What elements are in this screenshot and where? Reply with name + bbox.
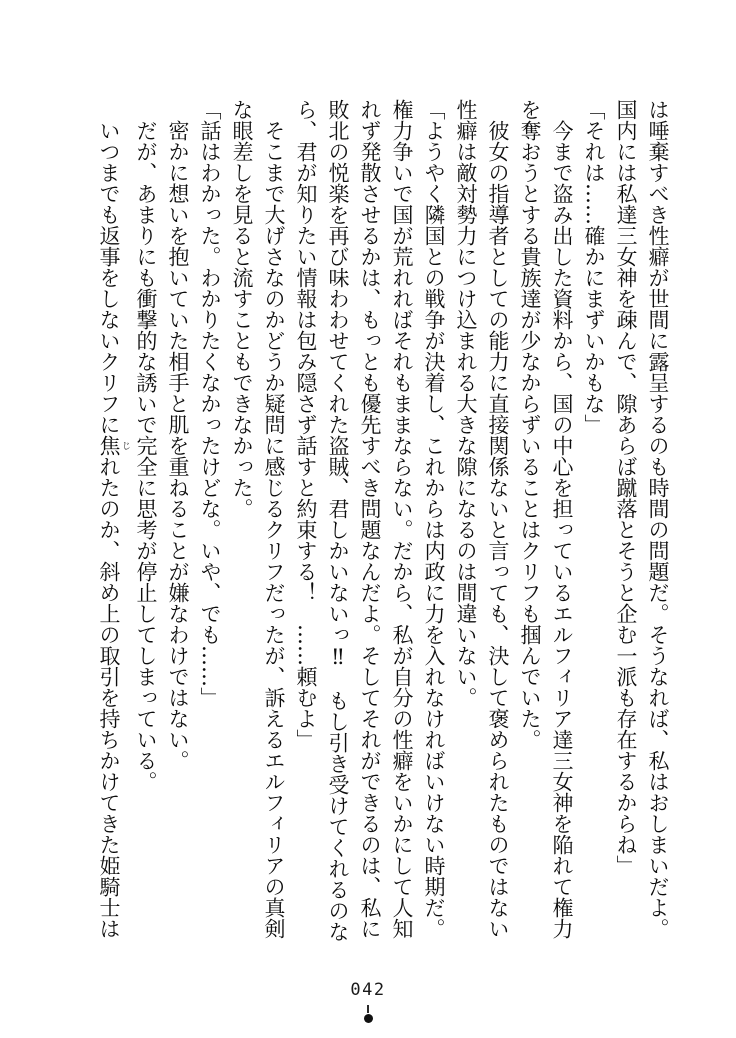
text-column-1: は唾棄すべき性癖が世間に露呈するのも時間の問題だ。そうなれば、私はおしまいだよ。 <box>646 99 670 939</box>
text-column-5: を奪おうとする貴族達が少なからずいることはクリフも掴んでいた。 <box>518 99 542 750</box>
ruby-text: じ <box>120 435 130 456</box>
text-column-16: 密かに想いを抱いていた相手と肌を重ねることが嫌なわけではない。 <box>166 120 190 771</box>
text-column-8: 「ようやく隣国との戦争が決着し、これからは内政に力を入れなければいけない時期だ。 <box>422 99 446 939</box>
ruby-base: 焦 <box>97 435 121 456</box>
text-column-2: 国内には私達三女神を疎んで、隙あらば蹴落とそうと企む一派も存在するからね」 <box>614 99 638 876</box>
ruby-furigana <box>97 435 130 456</box>
text-column-11: 敗北の悦楽を再び味わわせてくれた盗賊、君しかいないっ‼ もし引き受けてくれるのな <box>326 99 350 942</box>
page-number: 042 <box>350 980 386 1000</box>
text-column-13: そこまで大げさなのかどうか疑問に感じるクリフだったが、訴えるエルフィリアの真剣 <box>262 120 286 939</box>
text-column-3: 「それは……確かにまずいかもな」 <box>582 99 606 435</box>
text-column-12: ら、君が知りたい情報は包み隠さず話すと約束する！ ……頼むよ」 <box>294 99 318 750</box>
page-marker-pin <box>0 1005 736 1023</box>
marker-stem <box>367 1005 369 1013</box>
text-column-14: な眼差しを見ると流すこともできなかった。 <box>230 99 254 519</box>
text-segment-pre: いつまでも返事をしないクリフに <box>97 120 121 435</box>
text-column-10: れず発散させるかは、もっとも優先すべき問題なんだよ。そしてそれができるのは、私に <box>358 99 382 939</box>
text-column-18 <box>93 99 130 945</box>
text-column-15: 「話はわかった。わかりたくなかったけどな。いや、でも……」 <box>198 99 222 708</box>
text-segment-post: れたのか、斜め上の取引を持ちかけてきた姫騎士は <box>97 456 121 939</box>
text-column-17: だが、あまりにも衝撃的な誘いで完全に思考が停止してしまっている。 <box>134 120 158 792</box>
text-column-7: 性癖は敵対勢力につけ込まれる大きな隙になるのは間違いない。 <box>454 99 478 708</box>
text-column-6: 彼女の指導者としての能力に直接関係ないと言っても、決して褒められたものではない <box>486 120 510 939</box>
marker-dot <box>364 1014 373 1023</box>
text-block <box>93 99 674 945</box>
text-column-9: 権力争いで国が荒れればそれもままならない。だから、私が自分の性癖をいかにして人知 <box>390 99 414 939</box>
text-column-4: 今まで盗み出した資料から、国の中心を担っているエルフィリア達三女神を陥れて権力 <box>550 120 574 939</box>
